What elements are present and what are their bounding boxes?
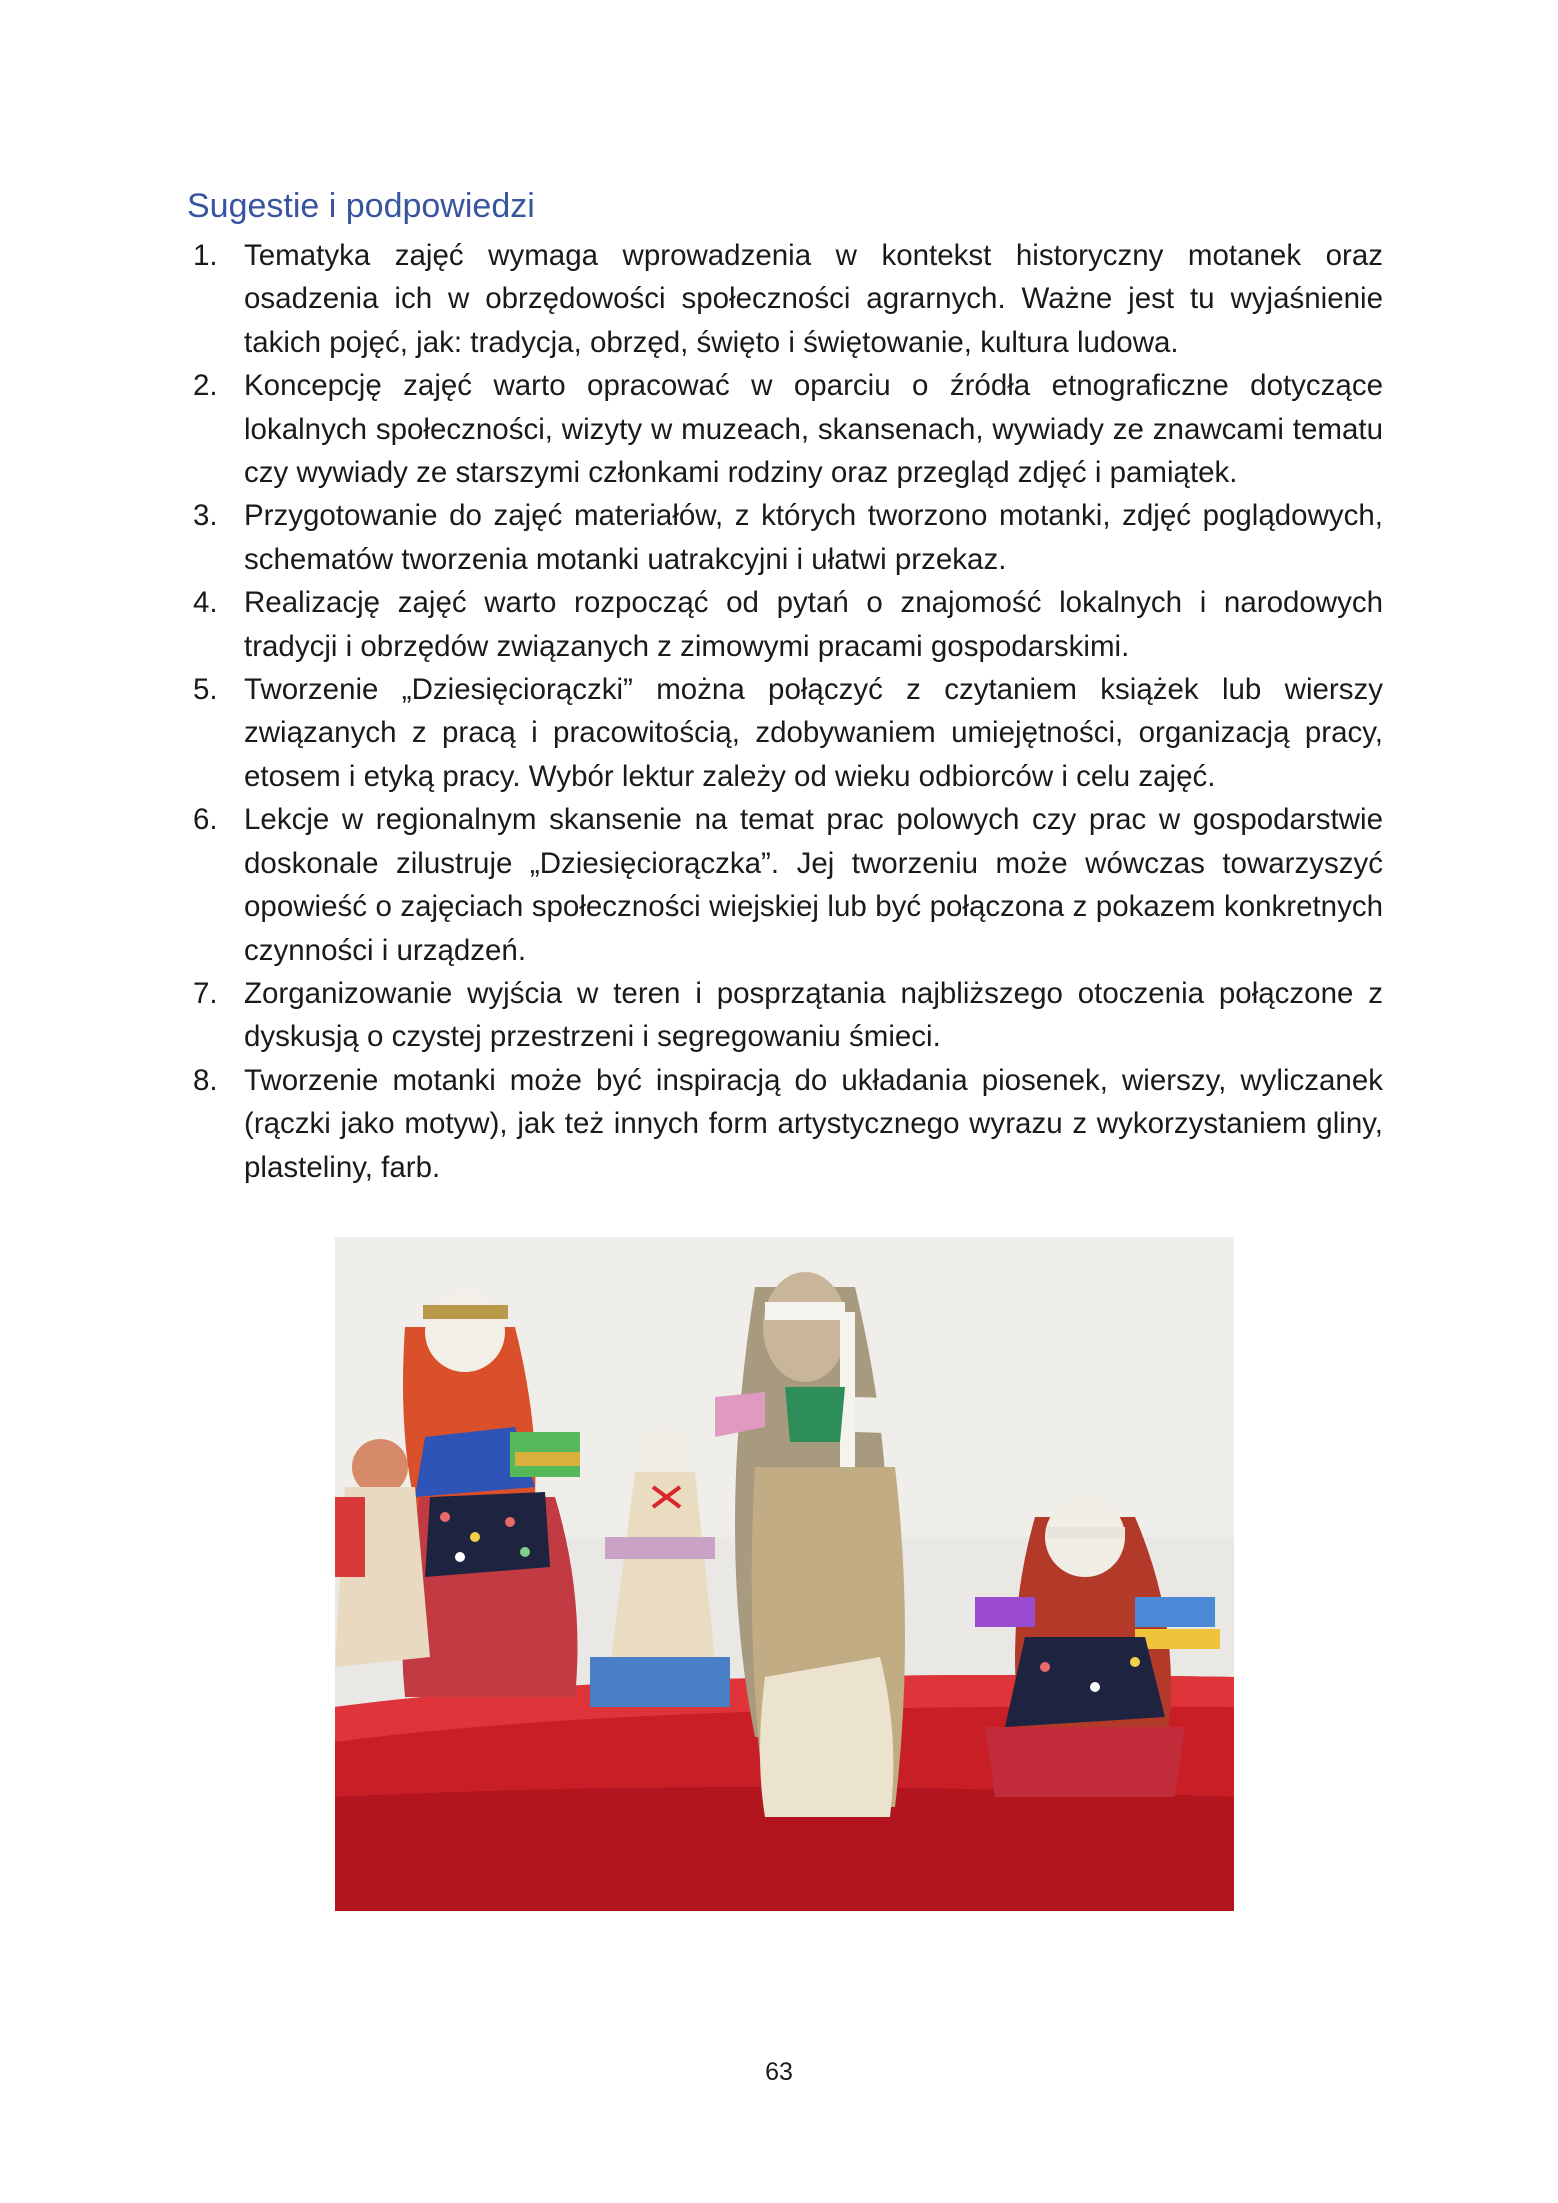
list-item [187,972,1383,1059]
item-text: Tworzenie „Dziesięciorączki” można połączyć z czytaniem książek lub wierszy związanych z pracą i pracowitością, zdobywaniem umiejętności, organizacją pracy, etosem i etyką pracy. Wybór lektur zależy od wieku odbiorców i celu zajęć. [244,673,1383,793]
page-number: 63 [765,2058,793,2086]
list-item [187,1059,1383,1189]
item-text: Tworzenie motanki może być inspiracją do układania piosenek, wierszy, wyliczanek (rączki jako motyw), jak też innych form artystycznego wyrazu z wykorzystaniem gliny, plasteliny, farb. [244,1063,1383,1184]
section-heading: Sugestie i podpowiedzi [187,187,535,225]
item-text: Tematyka zajęć wymaga wprowadzenia w kontekst historyczny motanek oraz osadzenia ich w obrzędowości społeczności agrarnych. Ważne jest tu wyjaśnienie takich pojęć, jak: tradycja, obrzęd, święto i świętowanie, kultura ludowa. [244,239,1383,359]
item-number: 6. [193,803,218,837]
suggestions-list [187,234,1383,1189]
list-item [187,798,1383,972]
item-number: 7. [193,976,218,1010]
list-item [187,668,1383,798]
item-text: Lekcje w regionalnym skansenie na temat prac polowych czy prac w gospodarstwie doskonale zilustruje „Dziesięciorączka”. Jej tworzeniu może wówczas towarzyszyć opowieść o zajęciach społeczności wiejskiej lub być połączona z pokazem konkretnych czynności i urządzeń. [244,803,1383,967]
list-item [187,234,1383,364]
item-number: 1. [193,239,218,272]
list-item [187,494,1383,581]
item-number: 8. [193,1063,218,1097]
item-text: Przygotowanie do zajęć materiałów, z których tworzono motanki, zdjęć poglądowych, schematów tworzenia motanki uatrakcyjni i ułatwi przekaz. [244,499,1383,576]
item-number: 5. [193,673,218,707]
motanka-dolls-photo [335,1237,1234,1911]
item-text: Realizację zajęć warto rozpocząć od pytań o znajomość lokalnych i narodowych tradycji i obrzędów związanych z zimowymi pracami gospodarskimi. [244,586,1383,663]
list-item [187,581,1383,668]
item-number: 3. [193,499,218,533]
item-number: 2. [193,369,218,403]
list-item [187,364,1383,494]
item-text: Zorganizowanie wyjścia w teren i posprzątania najbliższego otoczenia połączone z dyskusją o czystej przestrzeni i segregowaniu śmieci. [244,976,1383,1054]
item-number: 4. [193,586,218,620]
item-text: Koncepcję zajęć warto opracować w oparciu o źródła etnograficzne dotyczące lokalnych społeczności, wizyty w muzeach, skansenach, wywiady ze znawcami tematu czy wywiady ze starszymi członkami rodziny oraz przegląd zdjęć i pamiątek. [244,369,1383,490]
